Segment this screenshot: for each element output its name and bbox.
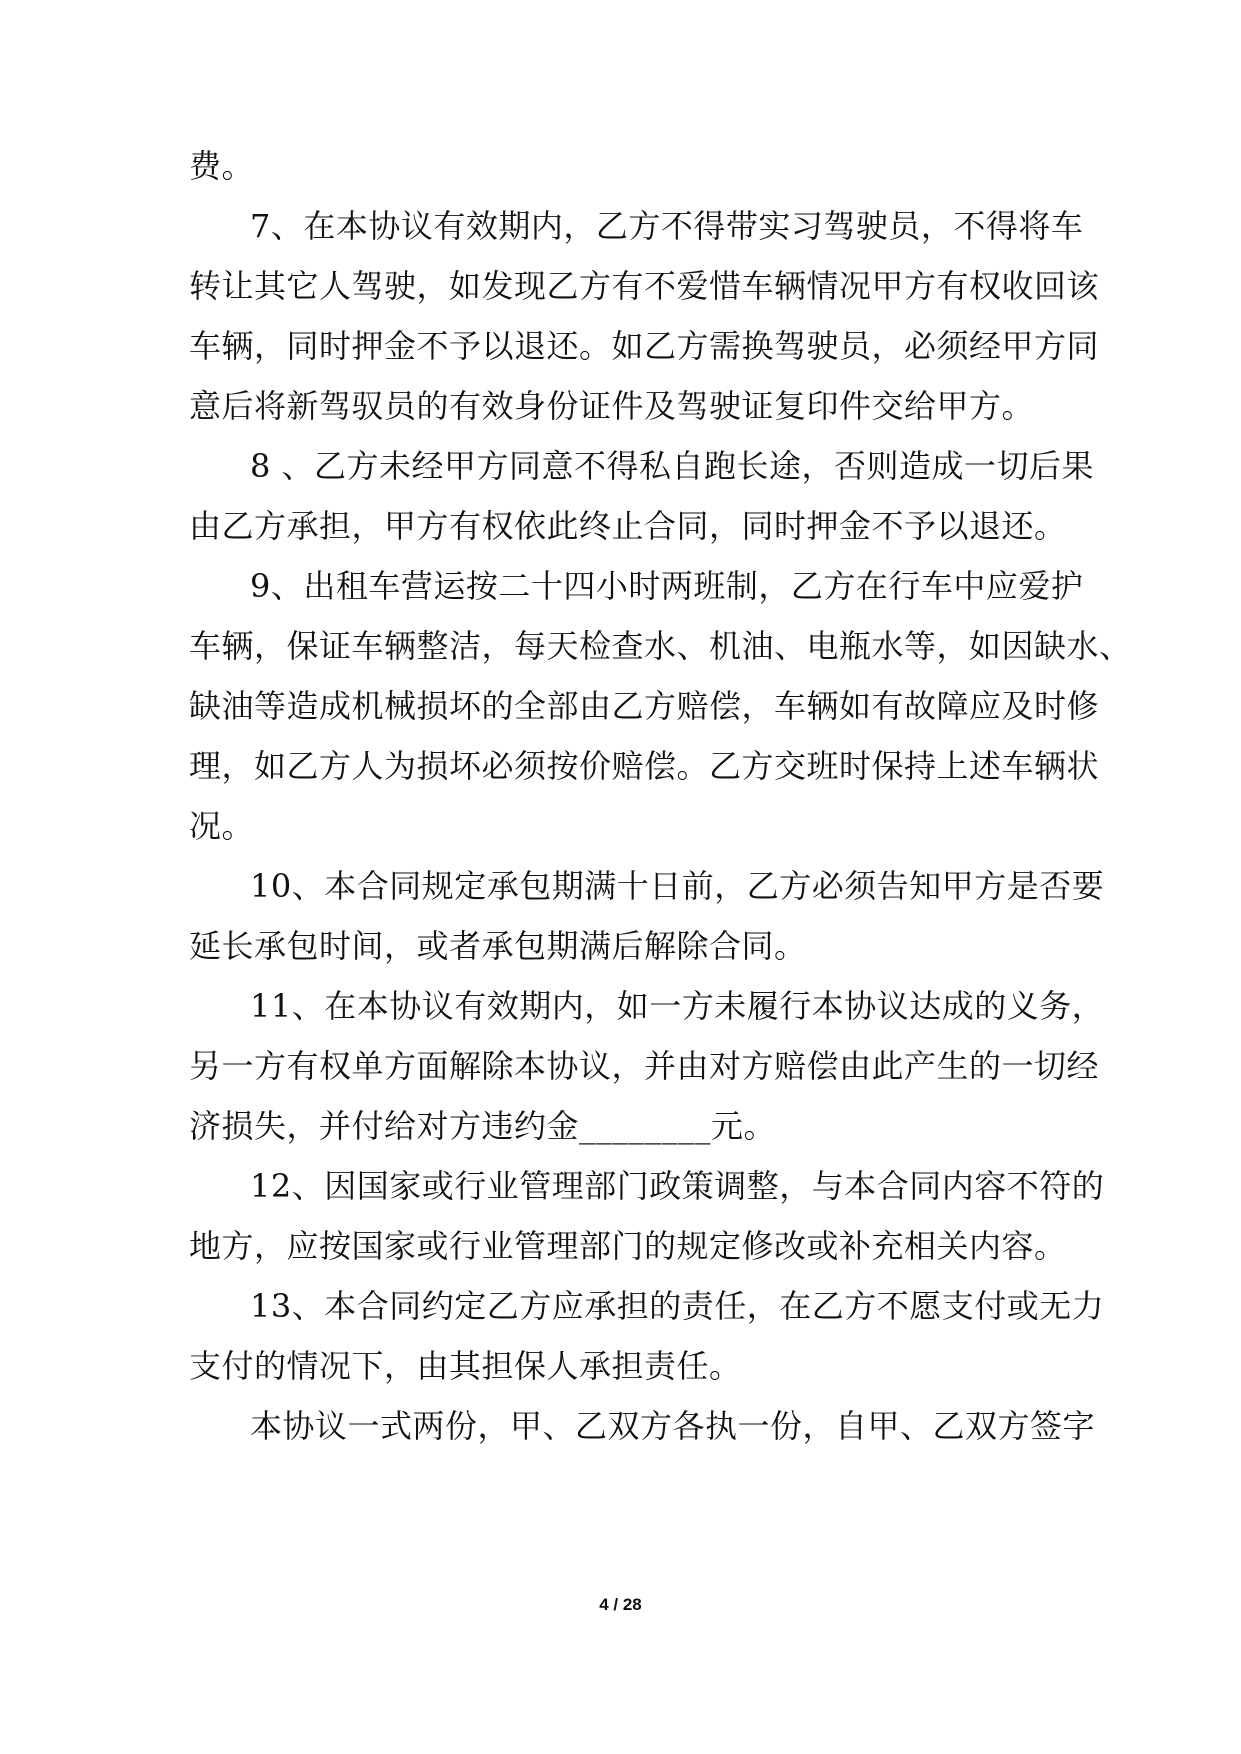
clause-7-line-1: 7、在本协议有效期内，乙方不得带实习驾驶员，不得将车 (250, 207, 1084, 245)
clause-9-line-1: 9、出租车营运按二十四小时两班制，乙方在行车中应爱护 (250, 567, 1084, 605)
clause-9-line-5: 况。 (189, 807, 255, 845)
clause-8-line-1: 8 、乙方未经甲方同意不得私自跑长途，否则造成一切后果 (250, 447, 1095, 485)
clause-11-line-2: 另一方有权单方面解除本协议，并由对方赔偿由此产生的一切经 (189, 1047, 1100, 1085)
clause-7-line-3: 车辆，同时押金不予以退还。如乙方需换驾驶员，必须经甲方同 (189, 327, 1100, 365)
clause-9-line-2: 车辆，保证车辆整洁，每天检查水、机油、电瓶水等，如因缺水、 (189, 627, 1132, 665)
clause-7-line-2: 转让其它人驾驶，如发现乙方有不爱惜车辆情况甲方有权收回该 (189, 267, 1100, 305)
clause-12-line-2: 地方，应按国家或行业管理部门的规定修改或补充相关内容。 (189, 1227, 1067, 1265)
page-number: 4 / 28 (599, 1595, 642, 1614)
clause-11-line-3: 济损失，并付给对方违约金________元。 (189, 1107, 777, 1145)
clause-13-line-2: 支付的情况下，由其担保人承担责任。 (189, 1347, 742, 1385)
clause-10-line-2: 延长承包时间，或者承包期满后解除合同。 (189, 927, 807, 965)
text-line: 费。 (189, 147, 255, 185)
closing-line-1: 本协议一式两份，甲、乙双方各执一份，自甲、乙双方签字 (250, 1407, 1096, 1445)
clause-7-line-4: 意后将新驾驭员的有效身份证件及驾驶证复印件交给甲方。 (189, 387, 1035, 425)
clause-10-line-1: 10、本合同规定承包期满十日前，乙方必须告知甲方是否要 (250, 867, 1105, 905)
clause-9-line-3: 缺油等造成机械损坏的全部由乙方赔偿，车辆如有故障应及时修 (189, 687, 1100, 725)
clause-8-line-2: 由乙方承担，甲方有权依此终止合同，同时押金不予以退还。 (189, 507, 1067, 545)
clause-12-line-1: 12、因国家或行业管理部门政策调整，与本合同内容不符的 (250, 1167, 1105, 1205)
clause-9-line-4: 理，如乙方人为损坏必须按价赔偿。乙方交班时保持上述车辆状 (189, 747, 1100, 785)
clause-11-line-1: 11、在本协议有效期内，如一方未履行本协议达成的义务， (250, 987, 1105, 1025)
clause-13-line-1: 13、本合同约定乙方应承担的责任，在乙方不愿支付或无力 (250, 1287, 1105, 1325)
